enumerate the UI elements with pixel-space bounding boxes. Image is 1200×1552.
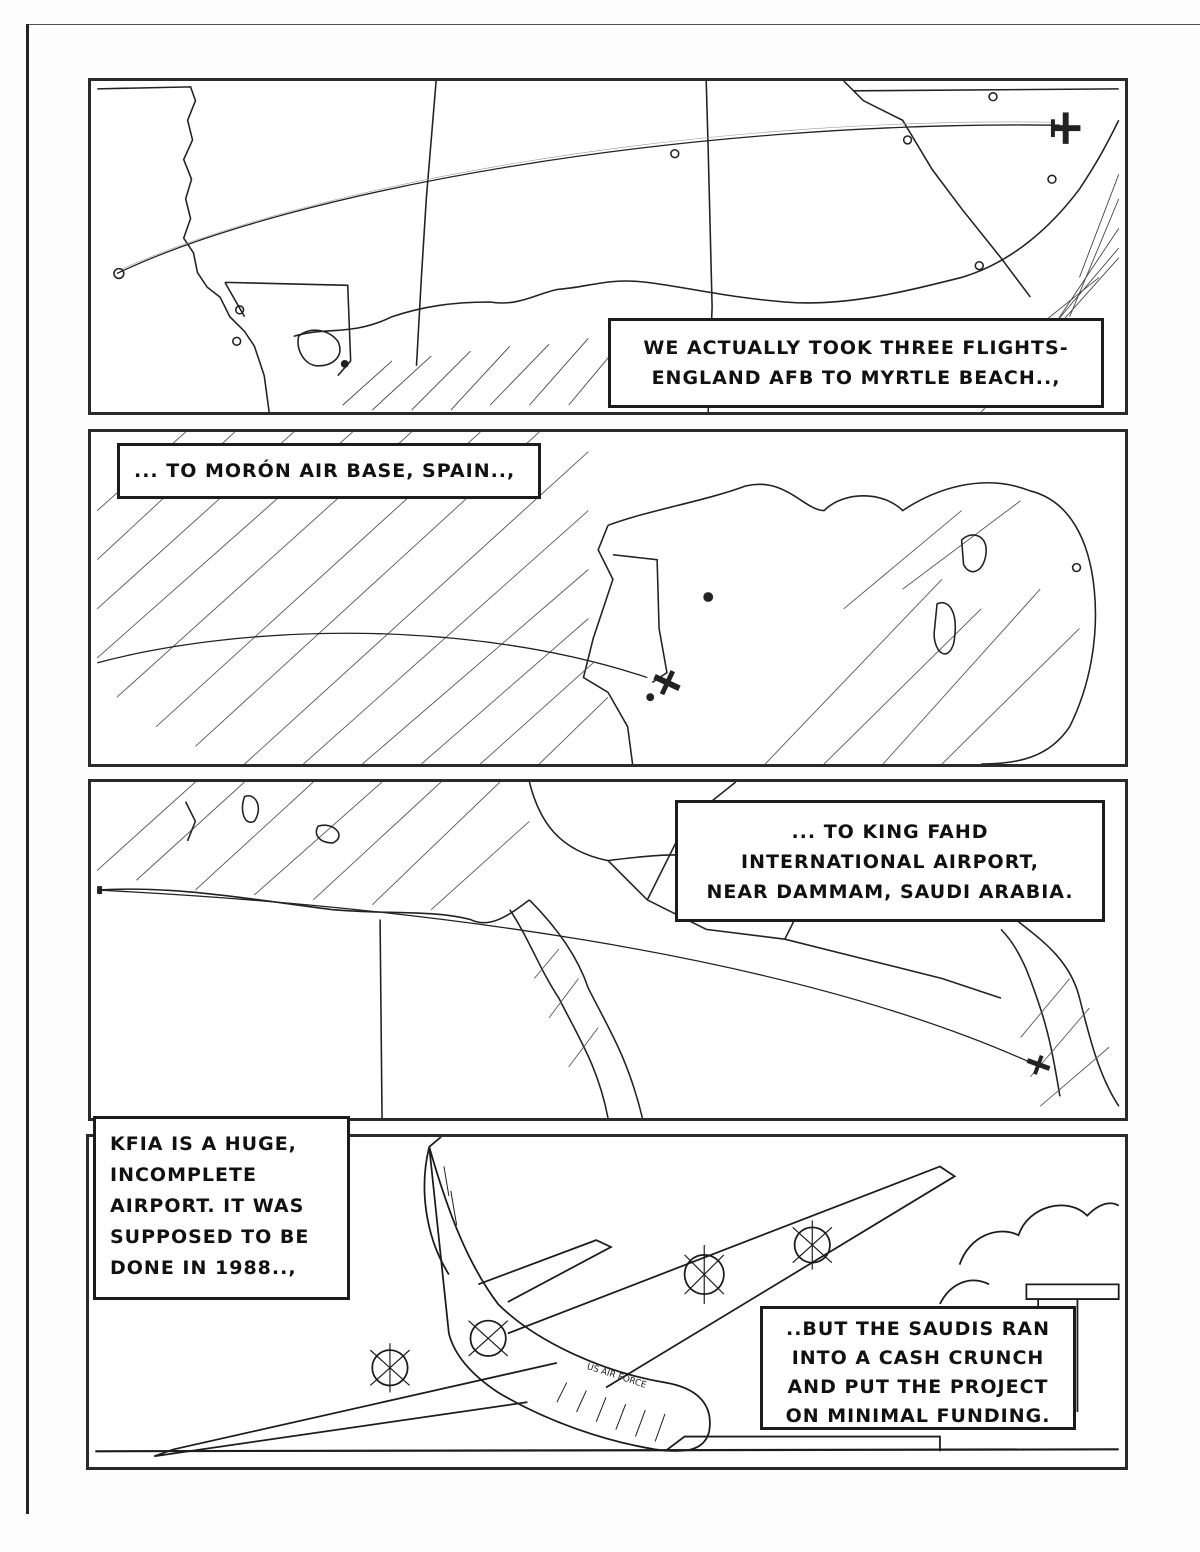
caption-line: DONE IN 1988.., — [110, 1257, 297, 1279]
page-edge — [26, 24, 1200, 25]
caption-line: WE ACTUALLY TOOK THREE FLIGHTS- — [643, 337, 1069, 359]
caption-line: INTO A CASH CRUNCH — [791, 1347, 1045, 1369]
caption-box — [760, 1306, 1076, 1430]
caption-box — [608, 318, 1104, 408]
caption-line: NEAR DAMMAM, SAUDI ARABIA. — [706, 881, 1074, 903]
caption-box — [117, 443, 541, 499]
caption-box — [93, 1116, 350, 1300]
page-edge — [26, 24, 29, 1514]
caption-line: INCOMPLETE — [110, 1164, 257, 1186]
caption-line: ... TO MORÓN AIR BASE, SPAIN.., — [134, 460, 516, 482]
caption-line: ENGLAND AFB TO MYRTLE BEACH.., — [651, 367, 1061, 389]
caption-line: AIRPORT. IT WAS — [110, 1195, 305, 1217]
caption-line: SUPPOSED TO BE — [110, 1226, 310, 1248]
caption-box — [675, 800, 1105, 922]
caption-line: ON MINIMAL FUNDING. — [785, 1405, 1051, 1427]
caption-line: INTERNATIONAL AIRPORT, — [741, 851, 1039, 873]
caption-line: AND PUT THE PROJECT — [787, 1376, 1049, 1398]
caption-line: ..BUT THE SAUDIS RAN — [786, 1318, 1050, 1340]
airplane-icon — [1051, 112, 1080, 143]
caption-line: ... TO KING FAHD — [791, 821, 989, 843]
caption-line: KFIA IS A HUGE, — [110, 1133, 297, 1155]
aircraft-marking: US AIR FORCE — [585, 1362, 648, 1391]
